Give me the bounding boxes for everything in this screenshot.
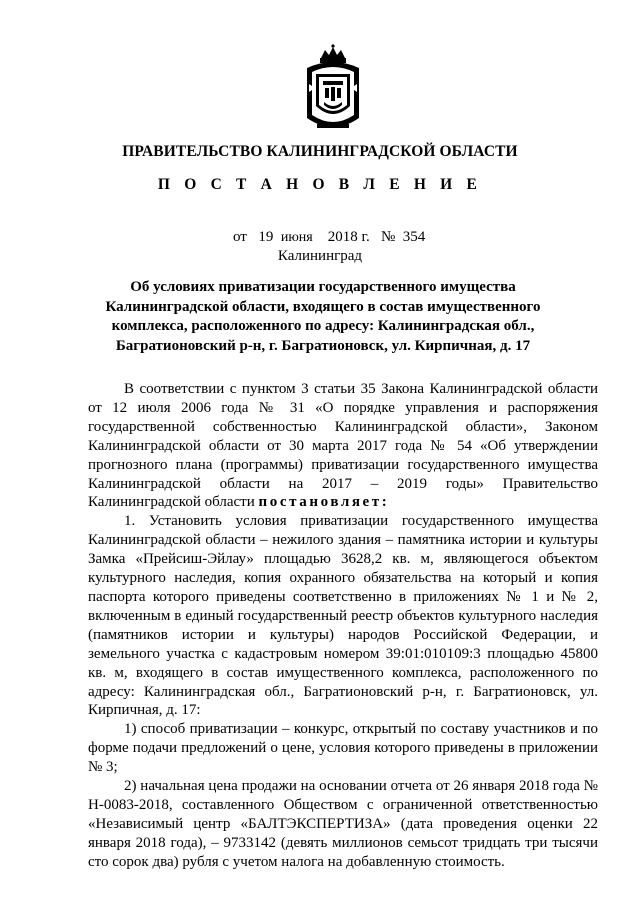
city: Калининград xyxy=(277,248,363,264)
resolves-word: постановляет: xyxy=(258,494,390,511)
paragraph-1: 1. Установить условия приватизации государственного имущества Калининградской области – нежилого здания – памятника истории и культуры Замка «Прейсиш-Эйлау» площадью 3628,2 кв. м, являющегося объектом культурного наследия, копия охранного обязательства на который и копия паспорта которого приведены соответственно в приложениях № 1 и № 2, включенным в единый государственный реестр объектов культурного наследия (памятников истории и культуры) народов Российской Федерации, и земельного участка с кадастровым номером 39:01:010109:3 площадью 45800 кв. м, входящего в состав имущественного комплекса, расположенного по адресу: Калининградская обл., Багратионовский р-н, г. Багратионовск, ул. Кирпичная, д. 17: xyxy=(88,513,598,719)
coat-of-arms-icon xyxy=(303,44,363,132)
document-type: П О С Т А Н О В Л Е Н И Е xyxy=(157,176,483,193)
government-name: ПРАВИТЕЛЬСТВО КАЛИНИНГРАДСКОЙ ОБЛАСТИ xyxy=(122,143,518,160)
document-heading: Об условиях приватизации государственного имущества Калининградской области, входящего в состав имущественного комплекса, расположенного по адресу: Калининградская обл., Багратионовский р-н, г. Багратионовск, ул. Кирпичная, д. 17 xyxy=(105,279,541,354)
intro-text: В соответствии с пунктом 3 статьи 35 Закона Калининградской области от 12 июля 2006 года № 31 «О порядке управления и распоряжения государственной собственностью Калининградской области», Законом Калининградской области от 30 марта 2017 года № 54 «Об утверждении прогнозного плана (программы) приватизации государственного имущества Калининградской области на 2017 – 2019 годы» Правительство Калининградской области xyxy=(88,381,598,511)
paragraph-2: 1) способ приватизации – конкурс, открытый по составу участников и по форме подачи предложений о цене, условия которого приведены в приложении № 3; xyxy=(88,721,598,776)
number-sign: № xyxy=(380,229,396,245)
document-number: 354 xyxy=(402,229,426,245)
date-month: июня xyxy=(280,230,313,245)
date-year: 2018 г. xyxy=(327,229,370,245)
paragraph-3: 2) начальная цена продажи на основании отчета от 26 января 2018 года № Н-0083-2018, составленного Обществом с ограниченной ответственностью «Независимый центр «БАЛТЭКСПЕРТИЗА» (дата проведения оценки 22 января 2018 года), – 9733142 (девять миллионов семьсот тридцать три тысячи сто сорок два) рубля с учетом налога на добавленную стоимость. xyxy=(88,778,598,870)
intro-paragraph xyxy=(88,380,598,512)
date-day: 19 xyxy=(258,229,274,245)
date-line xyxy=(233,229,425,246)
document-body xyxy=(88,380,598,872)
date-prefix: от xyxy=(233,229,247,245)
